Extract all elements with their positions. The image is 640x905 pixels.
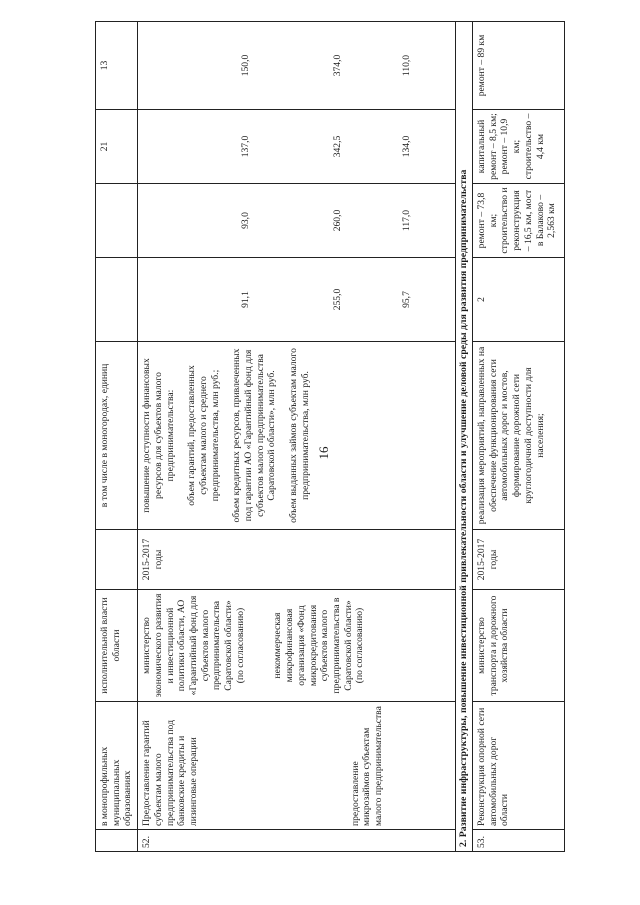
table-row-53 bbox=[473, 22, 565, 852]
measure-name bbox=[138, 702, 456, 830]
value-cell: ремонт – 89 км bbox=[473, 22, 565, 110]
header-cell: в монопрофильных муниципальных образованиях bbox=[96, 702, 138, 830]
value: 95,7 bbox=[401, 291, 413, 308]
value: 91,1 bbox=[240, 291, 252, 308]
indicator-text: объем выданных займов субъектам малого предпринимательства, млн руб. bbox=[288, 348, 311, 523]
section-row bbox=[456, 22, 473, 852]
executor-microfinance-fund: некоммерческая микрофинансовая организация «Фонд микрокредитования субъектов малого предпринимательства в Саратовской области» (по согласованию) bbox=[272, 597, 366, 694]
header-cell: 13 bbox=[96, 22, 138, 110]
value: 110,0 bbox=[401, 54, 413, 77]
header-row bbox=[96, 22, 138, 852]
period: 2015-2017 годы bbox=[473, 530, 565, 590]
measure-name-guarantees: Предоставление гарантий субъектам малого предпринимательства под банковские кредиты и лизинговые операции bbox=[141, 720, 199, 826]
header-cell: 21 bbox=[96, 110, 138, 184]
page-number: 16 bbox=[316, 446, 331, 460]
value: 255,0 bbox=[331, 288, 343, 311]
indicator-text: объем гарантий, предоставленных субъектам малого и среднего предпринимательства, млн руб.; bbox=[186, 365, 221, 506]
indicator-text: объем кредитных ресурсов, привлеченных под гарантии АО «Гарантийный фонд для субъектов малого предпринимательства Саратовской области», млн руб. bbox=[231, 348, 278, 523]
table-row-52 bbox=[138, 22, 456, 852]
value-cell bbox=[138, 184, 456, 258]
value: 93,0 bbox=[240, 212, 252, 229]
row-number: 53. bbox=[473, 830, 565, 852]
value: 342,5 bbox=[331, 135, 343, 158]
executor bbox=[138, 590, 456, 702]
executor-ministry: министерство экономического развития и инвестиционной политики области, АО «Гарантийный фонд для субъектов малого предпринимательства Саратовской области» (по согласованию) bbox=[141, 593, 246, 698]
executor: министерство транспорта и дорожного хозяйства области bbox=[473, 590, 565, 702]
header-cell: исполнительной власти области bbox=[96, 590, 138, 702]
header-cell bbox=[96, 258, 138, 342]
value-cell bbox=[138, 22, 456, 110]
value-cell: капитальный ремонт – 8,5 км; ремонт – 10,9 км; строительство – 4,4 км bbox=[473, 110, 565, 184]
value: 137,0 bbox=[240, 135, 252, 158]
header-cell: в том числе в моногородах, единиц bbox=[96, 342, 138, 530]
value: 117,0 bbox=[401, 209, 413, 232]
value: 374,0 bbox=[331, 54, 343, 77]
value: 260,0 bbox=[331, 209, 343, 232]
value: 134,0 bbox=[401, 135, 413, 158]
value-cell bbox=[138, 110, 456, 184]
header-cell bbox=[96, 184, 138, 258]
measure-name-microloans: предоставление микрозаймов субъектам малого предпринимательства bbox=[349, 706, 385, 826]
indicator-text: повышение доступности финансовых ресурсов для субъектов малого предпринимательства: bbox=[141, 358, 176, 513]
header-cell bbox=[96, 830, 138, 852]
program-table bbox=[95, 21, 565, 852]
period: 2015-2017 годы bbox=[138, 530, 456, 590]
row-number: 52. bbox=[138, 830, 456, 852]
measure-name: Реконструкция опорной сети автомобильных дорог области bbox=[473, 702, 565, 830]
section-title: 2. Развитие инфраструктуры, повышение инвестиционной привлекательности области и улучшение деловой среды для развития предпринимательства bbox=[456, 22, 473, 852]
indicators bbox=[138, 342, 456, 530]
value-cell bbox=[138, 258, 456, 342]
value-cell: 2 bbox=[473, 258, 565, 342]
rotated-table-wrapper bbox=[95, 22, 565, 852]
value-cell: ремонт – 73,8 км; строительство и реконструкция – 16,5 км, мост в Балаково – 2,563 км bbox=[473, 184, 565, 258]
header-cell bbox=[96, 530, 138, 590]
value: 150,0 bbox=[240, 54, 252, 77]
indicators: реализация мероприятий, направленных на обеспечение функционирования сети автомобильных дорог и мостов, формирование дорожной сети круглогодичной доступности для населения; bbox=[473, 342, 565, 530]
